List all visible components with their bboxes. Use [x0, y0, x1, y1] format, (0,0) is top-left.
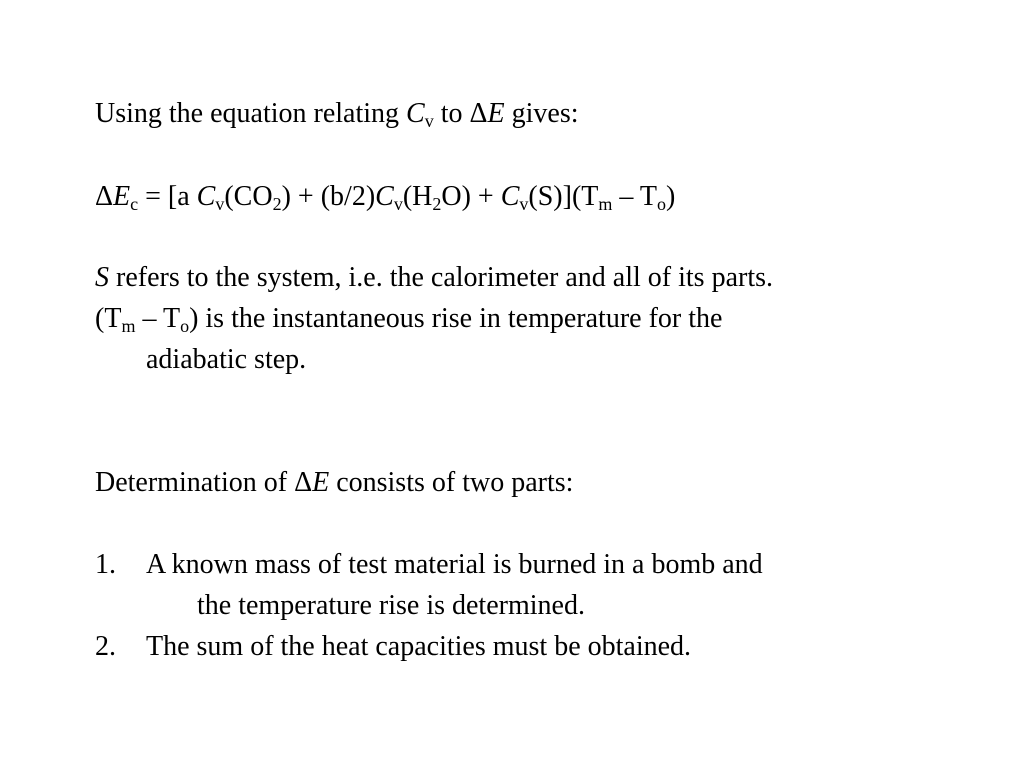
cv-subscript: v — [424, 111, 434, 131]
step-1-continuation: the temperature rise is determined. — [197, 590, 585, 621]
determination-line — [95, 469, 573, 497]
eq-cv-1-sub: v — [215, 194, 225, 214]
eq-part-1: = [a — [138, 181, 197, 212]
eq-cv-1: C — [196, 181, 216, 212]
step-1-text: A known mass of test material is burned in a bomb and — [146, 549, 763, 580]
eq-part-7: – T — [612, 181, 658, 212]
step-1-number: 1. — [95, 549, 116, 580]
tm-definition-text: ) is the instantaneous rise in temperature for the — [189, 303, 723, 334]
determination-e-symbol: E — [312, 467, 330, 498]
s-definition-text: refers to the system, i.e. the calorimeter and all of its parts. — [109, 262, 774, 293]
eq-e-symbol: E — [113, 181, 131, 212]
eq-tm-sub: m — [598, 194, 613, 214]
eq-part-2: (CO — [224, 181, 273, 212]
intro-line — [95, 98, 579, 131]
eq-cv-3-sub: v — [519, 194, 529, 214]
system-definition — [95, 264, 773, 292]
eq-to-sub: o — [657, 194, 667, 214]
step-2-number: 2. — [95, 631, 116, 662]
delta-e-equation — [95, 181, 676, 214]
eq-h2-sub: 2 — [432, 194, 442, 214]
eq-co2-sub: 2 — [272, 194, 282, 214]
cv-symbol: C — [406, 98, 425, 129]
step-2-text: The sum of the heat capacities must be obtained. — [146, 631, 692, 662]
eq-delta: Δ — [95, 181, 114, 212]
tm-continuation-text: adiabatic step. — [146, 344, 307, 375]
temperature-rise-definition — [95, 303, 723, 336]
s-symbol: S — [95, 262, 109, 293]
eq-cv-2-sub: v — [393, 194, 403, 214]
eq-part-6: (S)](T — [528, 181, 599, 212]
delta-symbol: Δ — [469, 98, 488, 129]
eq-part-3: ) + (b/2) — [281, 181, 376, 212]
eq-cv-2: C — [375, 181, 394, 212]
intro-text-2: to — [433, 98, 470, 129]
e-symbol: E — [487, 98, 505, 129]
intro-text-3: gives: — [504, 98, 579, 129]
determination-text-2: consists of two parts: — [329, 467, 574, 498]
tm-subscript: m — [121, 316, 136, 336]
intro-text-1: Using the equation relating — [95, 98, 407, 129]
eq-e-subscript: c — [130, 194, 139, 214]
eq-part-4: (H — [402, 181, 433, 212]
eq-part-8: ) — [666, 181, 676, 212]
determination-text-1: Determination of — [95, 467, 295, 498]
temperature-rise-continuation — [146, 346, 306, 374]
eq-cv-3: C — [500, 181, 520, 212]
eq-part-5: O) + — [441, 181, 501, 212]
tm-minus: – T — [135, 303, 181, 334]
determination-delta: Δ — [294, 467, 313, 498]
to-subscript: o — [180, 316, 190, 336]
tm-open: (T — [95, 303, 122, 334]
